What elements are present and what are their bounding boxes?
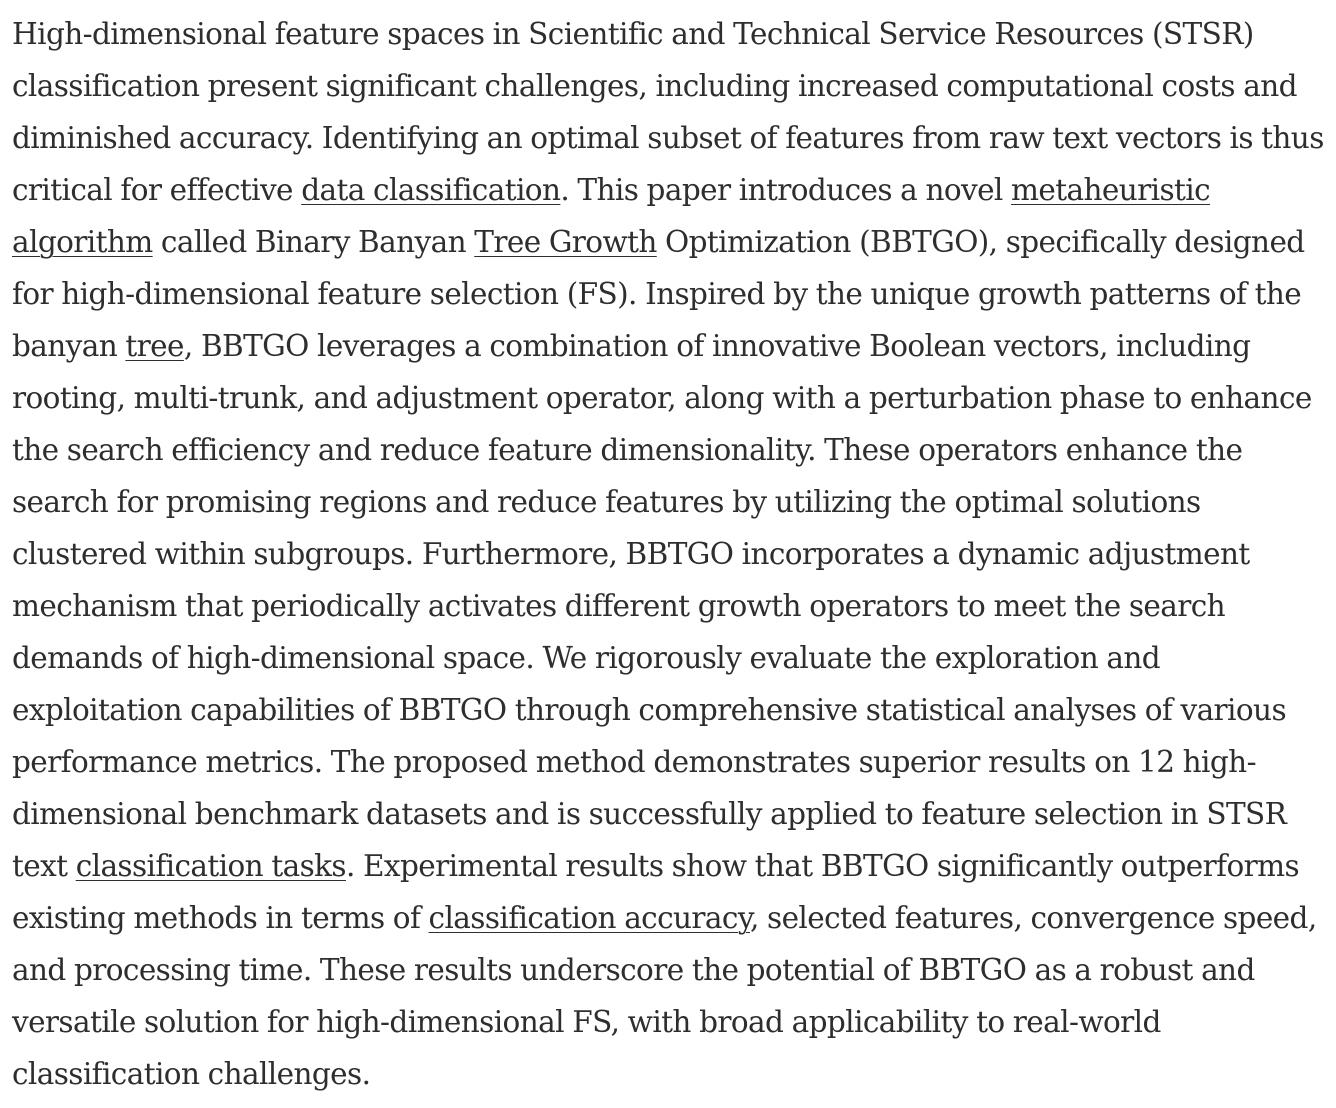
abstract-text: , BBTGO leverages a combination of innovative Boolean vectors, including rooting, multi-trunk, and adjustment operator, along with a perturbation phase to enhance the search efficiency and reduce feature dimensionality. These operators enhance the search for promising regions and reduce features by utilizing the optimal solutions clustered within subgroups. Furthermore, BBTGO incorporates a dynamic adjustment mechanism that periodically activates different growth operators to meet the search demands of high-dimensional space. We rigorously evaluate the exploration and exploitation capabilities of BBTGO through comprehensive statistical analyses of various performance metrics. The proposed method demonstrates superior results on 12 high-dimensional benchmark datasets and is successfully applied to feature selection in STSR text xyxy=(12,329,1312,883)
abstract-text: . This paper introduces a novel xyxy=(560,173,1012,207)
link-data-classification[interactable]: data classification xyxy=(301,173,561,207)
abstract-text: called Binary Banyan xyxy=(152,225,475,259)
abstract-text: High-dimensional feature spaces in Scientific and Technical Service Resources (STSR) classification present significant challenges, including increased computational costs and diminished accuracy. Identifying an optimal subset of features from raw text vectors is thus critical for effective xyxy=(12,17,1324,207)
link-classification-accuracy[interactable]: classification accuracy xyxy=(428,901,750,935)
link-classification-tasks[interactable]: classification tasks xyxy=(75,849,346,883)
abstract-text: Optimization (BBTGO), specifically designed for high-dimensional feature selection (FS). Inspired by the unique growth patterns of the banyan xyxy=(12,225,1305,363)
link-metaheuristic-algorithm[interactable]: metaheuristic algorithm xyxy=(12,173,1211,259)
abstract-text: , selected features, convergence speed, and processing time. These results underscore the potential of BBTGO as a robust and versatile solution for high-dimensional FS, with broad applicability to real-world classification challenges. xyxy=(12,901,1317,1091)
abstract-text: . Experimental results show that BBTGO significantly outperforms existing methods in terms of xyxy=(12,849,1300,935)
link-tree-growth[interactable]: Tree Growth xyxy=(474,225,657,259)
link-tree[interactable]: tree xyxy=(125,329,184,363)
